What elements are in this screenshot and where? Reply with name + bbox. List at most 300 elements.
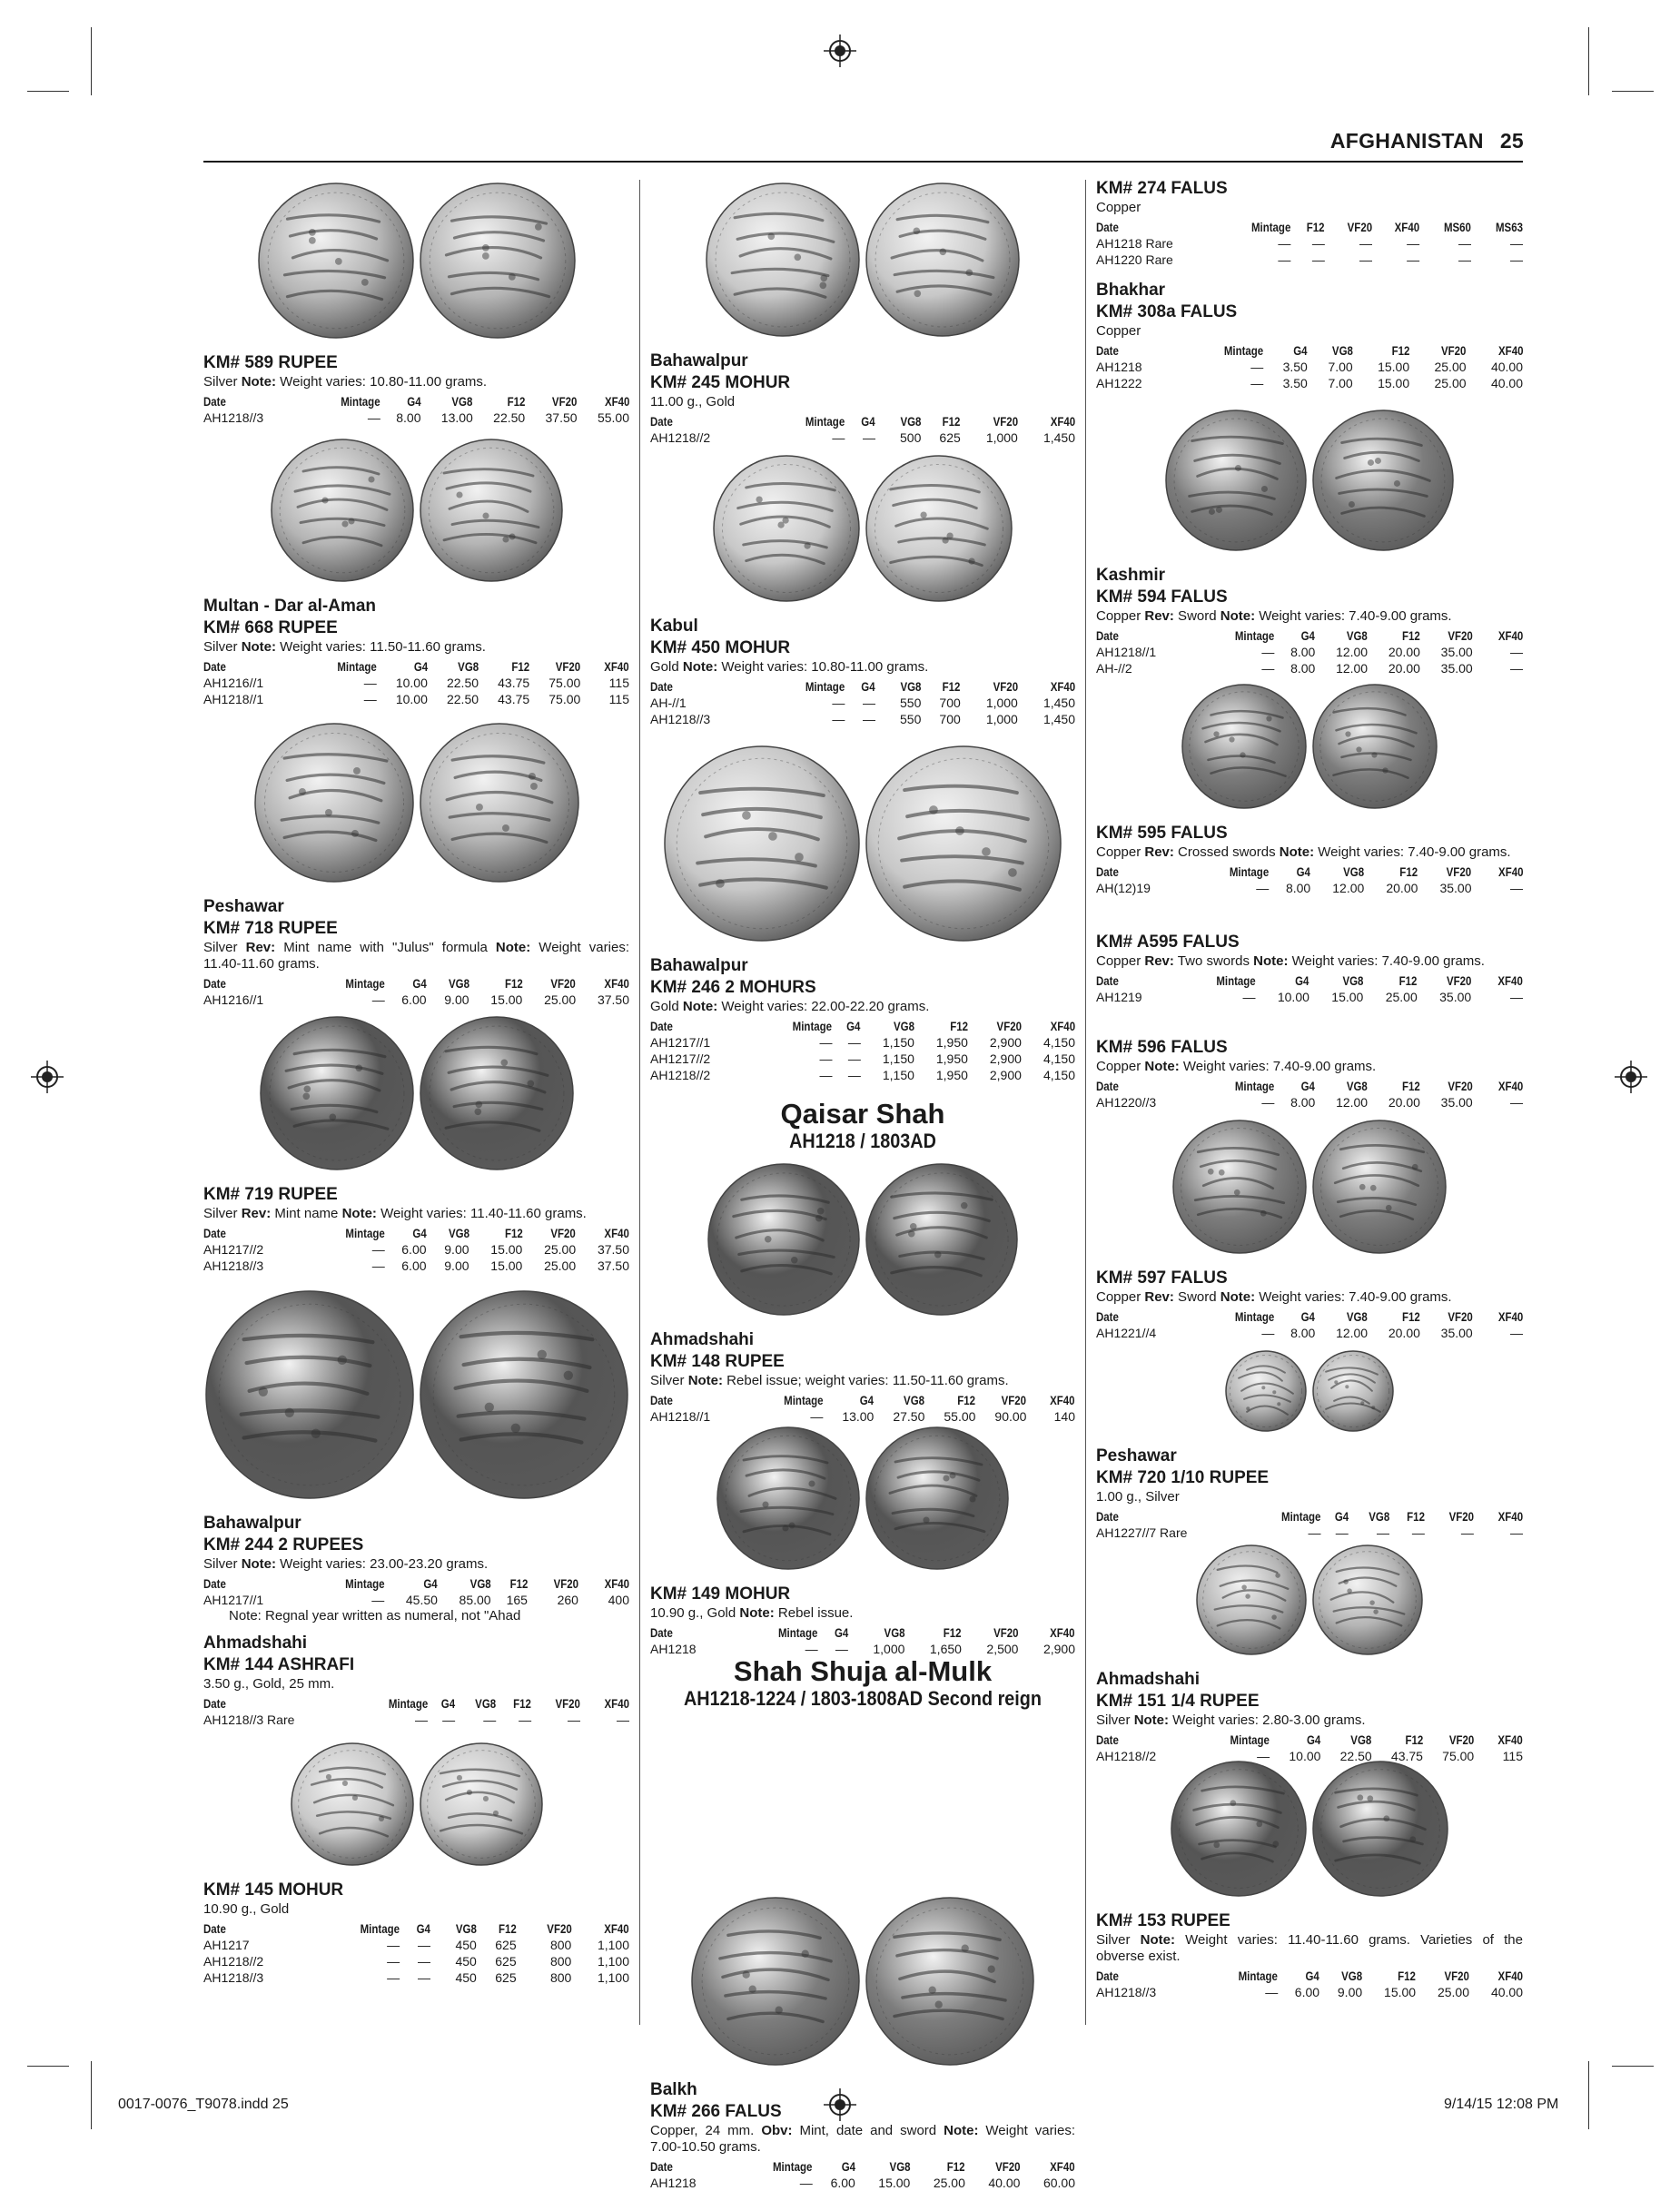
column-header: Date [1096,973,1119,988]
table-cell: 43.75 [498,692,530,706]
table-cell: 800 [549,1954,572,1969]
table-cell: — [1261,645,1275,659]
column-header: XF40 [604,659,629,674]
column-header: Date [1096,343,1119,358]
table-cell: 12.00 [1336,645,1369,659]
coin-photos [650,745,1075,943]
table-cell: — [483,1712,497,1727]
column-header: Mintage [805,679,845,694]
column-header: F12 [504,976,523,991]
column-header: VG8 [900,414,922,429]
column-header: F12 [1407,1509,1425,1524]
table-cell: AH1217//2 [650,1051,711,1066]
coin-image [1311,683,1438,810]
table-cell: AH1218//3 [203,1258,264,1273]
km-number: KM# 151 1/4 RUPEE [1096,1692,1260,1711]
table-cell: AH1217//1 [203,1593,264,1607]
table-cell: — [862,696,875,710]
table-cell: — [862,430,875,445]
column-header: F12 [947,2159,965,2174]
coin-image [204,1289,415,1500]
table-cell: 25.00 [544,992,577,1007]
table-cell: — [568,1712,581,1727]
catalog-entry [1096,278,1523,391]
crop-mark [1612,91,1654,92]
price-table [1096,864,1523,896]
column-header: VG8 [1347,1309,1369,1324]
column-header: Date [650,414,673,429]
coin-photos [1096,1349,1523,1433]
coin-image [419,182,577,340]
registration-mark-icon [31,1061,64,1093]
page-number: 25 [1499,129,1524,153]
coin-description: Gold Note: Weight varies: 10.80-11.00 grams. [650,659,929,675]
table-row [203,992,629,1008]
table-cell: 115 [1502,1749,1523,1763]
table-cell: 400 [608,1593,629,1607]
column-header: Mintage [1250,220,1291,234]
table-cell: 40.00 [1490,360,1523,374]
coin-photos [203,1289,629,1500]
table-cell: 1,950 [935,1051,968,1066]
column-header: XF40 [604,1576,629,1591]
column-header: VF20 [552,394,578,409]
table-cell: — [371,1242,385,1257]
mint-region: Kabul [650,617,698,636]
column-header: XF40 [604,394,629,409]
column-header: F12 [950,1019,968,1033]
catalog-entry [1096,1119,1523,1341]
column-header: XF40 [1497,628,1523,643]
column-header: VG8 [469,1576,491,1591]
table-cell: 25.00 [1437,1985,1470,1999]
table-cell: 13.00 [842,1409,875,1424]
coin-photos [203,182,629,340]
table-cell: AH1218//2 [203,1954,264,1969]
table-cell: 1,000 [873,1642,905,1656]
column-header: G4 [412,976,427,991]
table-cell: 6.00 [1294,1985,1320,1999]
table-cell: 12.00 [1336,1095,1369,1110]
km-number: KM# 153 RUPEE [1096,1911,1230,1930]
column-header: XF40 [1050,2159,1075,2174]
price-table [203,975,629,1008]
table-cell: — [819,1051,833,1066]
column-header: XF40 [604,976,629,991]
table-cell: AH1221//4 [1096,1326,1157,1340]
table-cell: 1,100 [597,1970,629,1985]
column-header: Date [1096,628,1119,643]
table-cell: AH1220 Rare [1096,252,1173,267]
km-number: KM# 450 MOHUR [650,638,791,657]
column-header: Date [1096,220,1119,234]
table-cell: 12.00 [1336,661,1369,676]
table-cell: 20.00 [1388,645,1420,659]
column-header: Mintage [1281,1509,1321,1524]
table-cell: AH1218//1 [1096,645,1157,659]
table-cell: 15.00 [490,992,523,1007]
coin-image [1311,1119,1448,1255]
table-cell: 37.50 [597,992,629,1007]
table-cell: 27.50 [893,1409,925,1424]
coin-image [1224,1349,1308,1433]
table-cell: AH-//2 [1096,661,1132,676]
running-head [1181,129,1524,153]
column-header: F12 [1398,973,1418,988]
catalog-entry [203,722,629,1008]
table-cell: 1,150 [882,1068,914,1082]
column-header: VG8 [1342,973,1364,988]
coin-image [1164,409,1308,552]
price-table [1096,219,1523,268]
coin-photos [650,1426,1075,1571]
table-cell: AH1218 [650,2176,697,2190]
table-cell: — [363,692,377,706]
table-cell: 8.00 [1290,1095,1316,1110]
price-table [203,1225,629,1274]
coin-photos [1096,683,1523,810]
column-header: VG8 [448,976,469,991]
table-cell: — [415,1712,428,1727]
table-cell: 37.50 [597,1258,629,1273]
price-table [203,1920,629,1986]
coin-image [1311,1760,1449,1898]
table-row [203,1953,629,1969]
table-cell: — [442,1712,456,1727]
table-cell: 90.00 [994,1409,1027,1424]
price-table [1096,342,1523,391]
column-header: Mintage [341,394,380,409]
coin-image [707,1162,861,1317]
column-header: G4 [1300,1309,1316,1324]
column-header: VF20 [555,1696,581,1711]
coin-image [865,182,1021,338]
table-cell: 450 [455,1970,477,1985]
coin-photos [1096,409,1523,552]
column-header: G4 [1307,1732,1321,1747]
coin-image [1311,409,1455,552]
coin-image [259,1015,415,1171]
mint-region: Kashmir [1096,566,1166,585]
column-header: VG8 [904,1393,925,1407]
column-header: Mintage [1235,1079,1275,1093]
crop-mark [1588,2061,1589,2129]
table-cell: AH1227//7 Rare [1096,1525,1188,1540]
table-cell: 550 [900,696,922,710]
table-cell: 25.00 [1434,376,1467,390]
catalog-entry [650,1896,1075,2191]
table-row [650,1067,1075,1083]
column-header: VF20 [1441,343,1467,358]
column-header: Mintage [783,1393,824,1407]
table-cell: 8.00 [1290,645,1316,659]
km-number: KM# 720 1/10 RUPEE [1096,1468,1270,1487]
table-cell: 15.00 [1378,360,1410,374]
column-header: XF40 [604,1226,629,1240]
coin-image [865,1162,1019,1317]
table-cell: 6.00 [830,2176,855,2190]
column-header: F12 [1402,1309,1420,1324]
table-cell: — [1510,990,1523,1004]
table-cell: AH1218//3 [203,410,264,425]
table-cell: 25.00 [1434,360,1467,374]
header-rule [203,161,1523,163]
column-header: VF20 [1444,1969,1470,1983]
table-cell: 25.00 [1385,990,1418,1004]
column-header: VF20 [993,679,1018,694]
column-header: G4 [1293,343,1308,358]
column-header: Date [650,1393,673,1407]
price-table [650,2158,1075,2191]
column-header: VF20 [1448,1732,1475,1747]
table-cell: — [371,1258,385,1273]
column-header: F12 [1398,1969,1417,1983]
table-cell: 43.75 [498,676,530,690]
column-header: Mintage [778,1625,818,1640]
coin-image [712,454,861,603]
table-cell: AH1217 [203,1938,250,1952]
table-cell: — [835,1642,848,1656]
coin-description: Silver Note: Rebel issue; weight varies: 11.50-11.60 grams. [650,1373,1009,1388]
price-table [1096,972,1523,1005]
table-cell: — [810,1409,824,1424]
column-header: VF20 [993,414,1018,429]
mint-region: Ahmadshahi [1096,1670,1201,1689]
crop-mark [91,2061,92,2129]
column-header: VF20 [1448,628,1473,643]
column-header: XF40 [1497,1309,1523,1324]
column-header: VG8 [1347,628,1369,643]
mint-region: Bahawalpur [650,956,748,975]
column-header: XF40 [1497,1969,1523,1983]
table-cell: — [1510,1095,1523,1110]
column-header: MS60 [1444,220,1472,234]
coin-description: Silver Rev: Mint name with "Julus" formula Note: Weight varies: 11.40-11.60 grams. [203,940,629,972]
table-row [203,691,629,707]
coin-image [419,1289,629,1500]
column-header: VF20 [996,1019,1022,1033]
table-cell: — [1510,1525,1523,1540]
column-header: F12 [942,414,961,429]
column-header: XF40 [1497,1079,1523,1093]
column-header: VG8 [889,2159,911,2174]
column-header: G4 [416,1921,430,1936]
table-cell: 500 [900,430,922,445]
table-cell: 43.75 [1390,1749,1423,1763]
column-header: Date [1096,1079,1119,1093]
column-header: XF40 [1050,414,1075,429]
table-row [1096,989,1523,1005]
coin-photos [650,1162,1075,1317]
registration-mark-icon [824,35,856,67]
table-cell: — [799,2176,813,2190]
table-row [1096,644,1523,660]
table-cell: 35.00 [1440,1095,1473,1110]
table-cell: 37.50 [545,410,578,425]
table-row [203,410,629,426]
column-header: F12 [1399,864,1418,879]
table-cell: 700 [939,712,961,726]
km-number: KM# 244 2 RUPEES [203,1535,364,1554]
country-name: AFGHANISTAN [1329,129,1484,153]
crop-mark [27,2066,69,2067]
table-cell: — [1407,252,1420,267]
table-cell: — [1256,881,1270,895]
column-header: Mintage [805,414,845,429]
km-number: KM# 145 MOHUR [203,1880,344,1900]
column-header: Mintage [773,2159,813,2174]
table-cell: 15.00 [1384,1985,1417,1999]
table-cell: AH1218 [650,1642,697,1656]
catalog-entry [203,1015,629,1274]
coin-description: Gold Note: Weight varies: 22.00-22.20 grams. [650,999,930,1014]
column-header: VF20 [1448,1309,1473,1324]
coin-photos [203,1742,629,1867]
column-header: VG8 [458,659,479,674]
table-cell: — [1335,1525,1349,1540]
coin-image [270,438,415,583]
table-cell: — [805,1642,818,1656]
mint-region: Peshawar [1096,1446,1177,1466]
coin-photos [650,454,1075,603]
table-row [1096,1325,1523,1341]
coin-image [253,722,415,883]
table-row [1096,359,1523,375]
table-cell: 12.00 [1332,881,1365,895]
table-cell: — [387,1970,400,1985]
mint-region: Bahawalpur [650,351,748,370]
table-cell: 15.00 [490,1258,523,1273]
column-header: G4 [1305,1969,1320,1983]
table-cell: 85.00 [459,1593,491,1607]
table-cell: 20.00 [1388,1095,1420,1110]
table-cell: 1,000 [985,696,1018,710]
column-header: XF40 [1497,1732,1523,1747]
column-header: VF20 [1002,1393,1027,1407]
table-cell: 8.00 [396,410,421,425]
table-cell: 1,150 [882,1051,914,1066]
table-cell: 9.00 [444,1258,469,1273]
coin-image [1170,1760,1308,1898]
table-cell: — [1510,645,1523,659]
km-number: KM# 719 RUPEE [203,1185,338,1204]
coin-description: Copper Rev: Crossed swords Note: Weight varies: 7.40-9.00 grams. [1096,844,1511,860]
coin-description: Copper Rev: Two swords Note: Weight varies: 7.40-9.00 grams. [1096,953,1485,969]
column-header: XF40 [1394,220,1420,234]
column-header: VG8 [451,394,473,409]
crop-mark [91,27,92,95]
table-cell: 260 [557,1593,578,1607]
coin-description: Copper Rev: Sword Note: Weight varies: 7.40-9.00 grams. [1096,1289,1452,1305]
column-header: VF20 [553,1576,578,1591]
table-cell: — [1265,1985,1279,1999]
table-cell: — [1242,990,1256,1004]
catalog-entry [203,1742,629,1986]
table-cell: 35.00 [1439,990,1472,1004]
column-header: F12 [1307,220,1325,234]
table-cell: 25.00 [544,1258,577,1273]
column-header: G4 [412,1226,427,1240]
table-cell: — [1311,252,1325,267]
table-cell: 75.00 [548,676,581,690]
column-header: Date [1096,1732,1119,1747]
column-header: Date [203,1696,226,1711]
crop-mark [1612,2066,1654,2067]
table-cell: 1,650 [929,1642,962,1656]
ruler-heading [650,1099,1075,1153]
footer-file: 0017-0076_T9078.indd 25 [118,2097,289,2112]
column-header: Date [1096,1509,1119,1524]
column-header: F12 [1402,1079,1420,1093]
column-header: Mintage [793,1019,833,1033]
km-number: KM# 595 FALUS [1096,824,1228,843]
catalog-entry [203,438,629,707]
table-cell: — [387,1938,400,1952]
column-header: VG8 [1341,1969,1363,1983]
table-cell: — [862,712,875,726]
table-cell: — [847,1068,861,1082]
column-header: XF40 [1497,864,1523,879]
table-cell: — [367,410,380,425]
price-table [203,658,629,707]
coin-image [1195,1544,1308,1656]
column-header: Mintage [360,1921,400,1936]
table-row [650,429,1075,446]
table-cell: 10.00 [1289,1749,1321,1763]
table-cell: — [1257,1749,1270,1763]
coin-photos [203,1015,629,1171]
column-header: G4 [1296,864,1311,879]
table-row [1096,1984,1523,2000]
column-header: Date [203,1921,226,1936]
table-cell: AH1219 [1096,990,1142,1004]
column-header: Date [1096,864,1119,879]
table-cell: AH1218//1 [203,692,264,706]
table-cell: 1,000 [985,430,1018,445]
column-header: VF20 [555,659,581,674]
table-cell: 10.00 [395,692,428,706]
table-cell: 2,900 [989,1035,1022,1050]
table-cell: — [1261,1326,1275,1340]
column-header: VG8 [1343,864,1365,879]
column-header: Mintage [344,1576,385,1591]
column-header: Date [650,679,673,694]
column-header: XF40 [604,1921,629,1936]
table-cell: 1,950 [935,1035,968,1050]
table-note: Note: Regnal year written as numeral, not "Ahad [229,1608,521,1624]
table-cell: 4,150 [1043,1035,1075,1050]
catalog-entry [650,454,1075,727]
column-header: F12 [511,659,530,674]
coin-description: Silver Note: Weight varies: 23.00-23.20 grams. [203,1556,489,1572]
table-cell: — [1376,1525,1389,1540]
column-header: Date [1096,1969,1119,1983]
table-row [650,1034,1075,1051]
table-cell: 60.00 [1043,2176,1075,2190]
table-cell: — [1359,236,1372,251]
km-number: KM# A595 FALUS [1096,933,1240,952]
column-header: Date [1096,1309,1119,1324]
column-header: VF20 [550,976,577,991]
column-header: G4 [846,1019,861,1033]
table-row [203,1258,629,1274]
table-cell: AH1216//1 [203,676,264,690]
price-table [1096,1078,1523,1110]
column-header: XF40 [1050,1625,1075,1640]
coin-description: 1.00 g., Silver [1096,1489,1180,1505]
table-cell: 13.00 [440,410,473,425]
coin-image [419,1015,575,1171]
